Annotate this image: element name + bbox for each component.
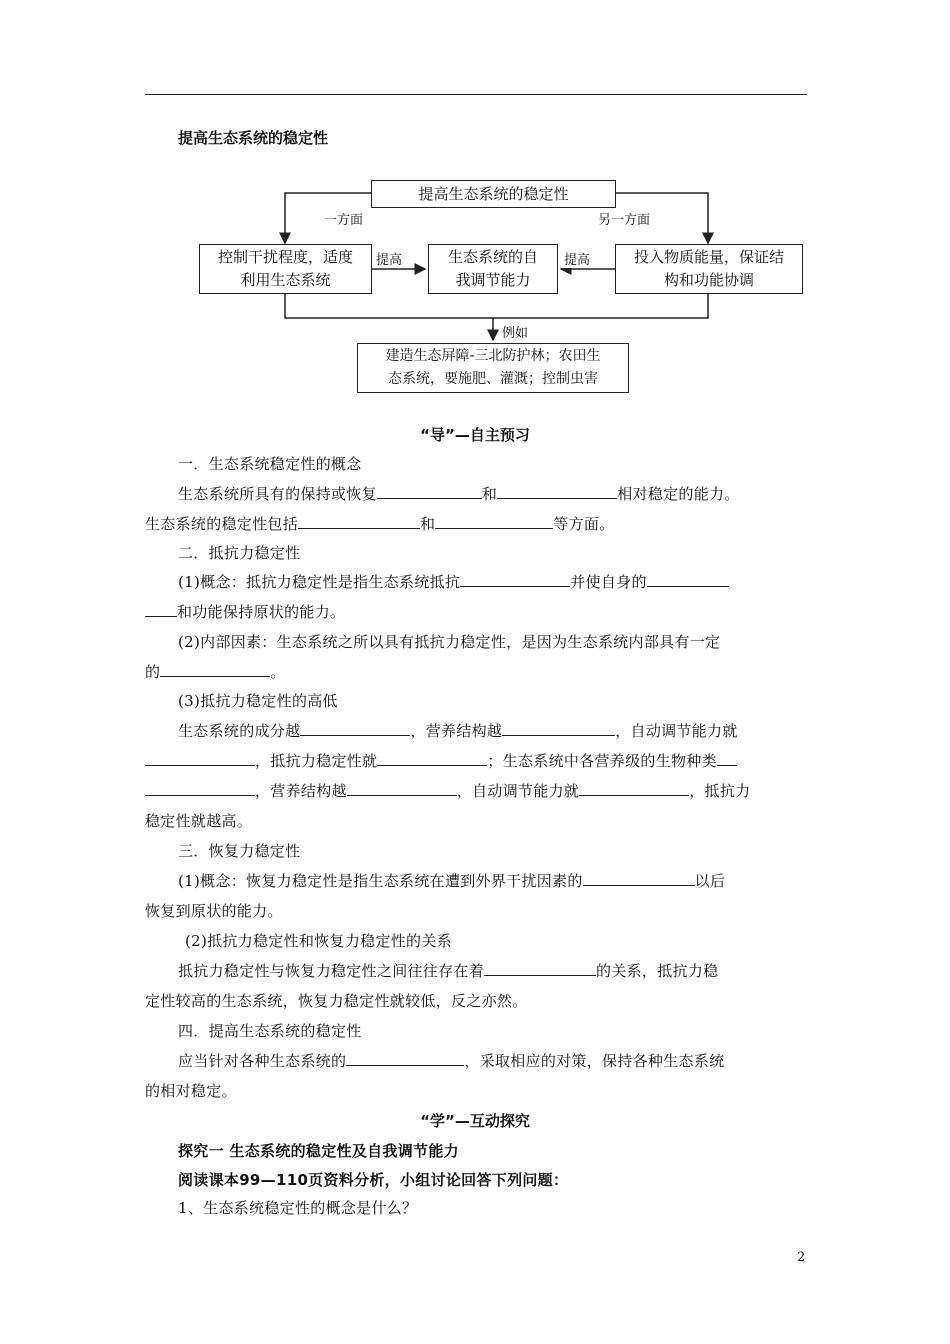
diagram-right-label: 另一方面 (596, 209, 652, 228)
s1-line-3: (1)概念：抵抗力稳定性是指生态系统抵抗 并使自身的 (178, 571, 729, 592)
s1-line-10: ，营养结构越 ，自动调节能力就 ，抵抗力 (145, 780, 750, 801)
diagram-left-box: 控制干扰程度，适度 利用生态系统 (199, 244, 372, 294)
page-heading: 提高生态系统的稳定性 (178, 129, 329, 147)
page-number: 2 (797, 1250, 806, 1265)
section-title-preview: “导”—自主预习 (420, 426, 530, 444)
diagram-right-arrow-label: 提高 (562, 249, 592, 268)
s1-line-7: (3)抵抗力稳定性的高低 (178, 692, 338, 710)
s1-heading-3: 三．恢复力稳定性 (178, 842, 301, 860)
s1-line-6: 的 。 (145, 663, 286, 681)
diagram-left-arrow-label: 提高 (374, 249, 404, 268)
s1-line-11: 稳定性就越高。 (145, 812, 253, 830)
s1-line-2: 生态系统的稳定性包括 和 等方面。 (145, 515, 615, 533)
s2-heading-1: 探究一 生态系统的稳定性及自我调节能力 (178, 1142, 459, 1160)
s1-line-9: ，抵抗力稳定性就 ；生态系统中各营养级的生物种类 (145, 750, 737, 771)
s2-question-1: 1、生态系统稳定性的概念是什么？ (178, 1199, 418, 1217)
s1-line-12: (1)概念：恢复力稳定性是指生态系统在遭到外界干扰因素的 以后 (178, 872, 726, 890)
s1-heading-1: 一．生态系统稳定性的概念 (178, 455, 362, 473)
s1-line-17: 应当针对各种生态系统的 ，采取相应的对策，保持各种生态系统 (178, 1052, 725, 1070)
s1-heading-2: 二．抵抗力稳定性 (178, 544, 301, 562)
s1-line-1: 生态系统所具有的保持或恢复 和 相对稳定的能力。 (178, 485, 740, 503)
diagram-bottom-arrow-label: 例如 (500, 322, 530, 341)
connector-bottom-bracket (285, 294, 708, 318)
s1-line-16: 定性较高的生态系统，恢复力稳定性就较低，反之亦然。 (145, 992, 528, 1010)
s1-line-8: 生态系统的成分越 ，营养结构越 ，自动调节能力就 (178, 722, 738, 740)
s2-heading-2: 阅读课本99—110页资料分析，小组讨论回答下列问题： (178, 1171, 569, 1189)
diagram-left-label: 一方面 (322, 209, 365, 228)
s1-line-5: (2)内部因素：生态系统之所以具有抵抗力稳定性，是因为生态系统内部具有一定 (178, 633, 721, 651)
s1-line-15: 抵抗力稳定性与恢复力稳定性之间往往存在着 的关系，抵抗力稳 (178, 962, 719, 980)
s1-line-13: 恢复到原状的能力。 (145, 902, 283, 920)
section-title-explore: “学”—互动探究 (420, 1112, 530, 1130)
s1-line-18: 的相对稳定。 (145, 1082, 237, 1100)
diagram-top-box: 提高生态系统的稳定性 (371, 180, 616, 208)
s1-line-4: 和功能保持原状的能力。 (145, 601, 345, 622)
diagram-center-box: 生态系统的自 我调节能力 (428, 244, 558, 294)
diagram-right-box: 投入物质能量，保证结 构和功能协调 (615, 244, 803, 294)
diagram-bottom-box: 建造生态屏障-三北防护林；农田生 态系统，要施肥、灌溉；控制虫害 (357, 343, 629, 393)
s1-heading-4: 四．提高生态系统的稳定性 (178, 1022, 362, 1040)
s1-line-14: (2)抵抗力稳定性和恢复力稳定性的关系 (185, 932, 452, 950)
